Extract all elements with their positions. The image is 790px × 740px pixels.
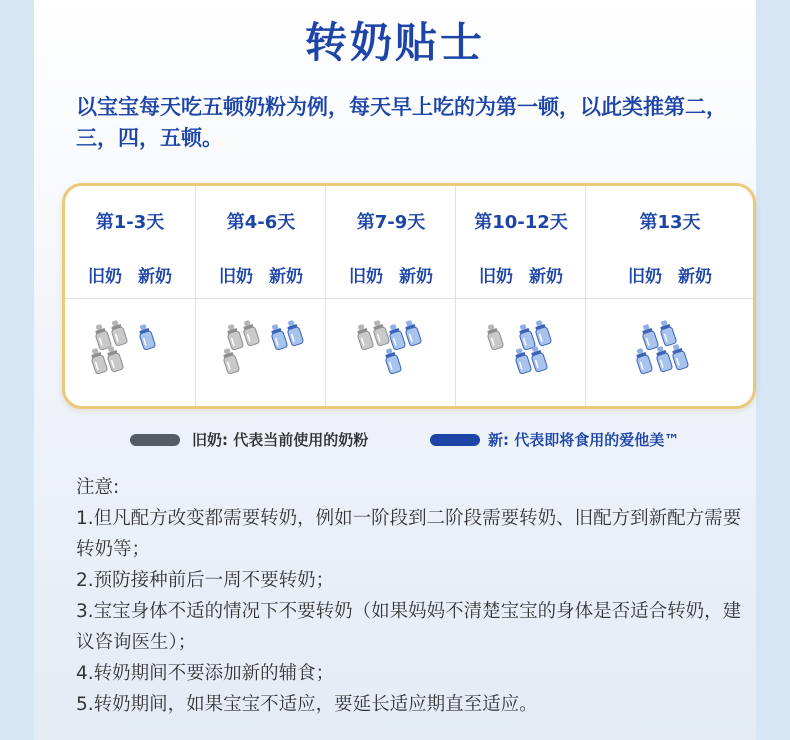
- bottle-group: [586, 300, 754, 404]
- bottle-group: [196, 300, 326, 404]
- new-milk-label: 新奶: [529, 267, 563, 287]
- legend-new: [430, 428, 730, 452]
- notes-section: [76, 472, 756, 720]
- table-column: [65, 186, 195, 406]
- column-labels: [196, 262, 326, 287]
- table-column: [455, 186, 586, 406]
- new-milk-label: 新奶: [678, 267, 712, 287]
- notes-heading: 注意:: [76, 477, 120, 498]
- column-days: 第7-9天: [356, 212, 426, 233]
- column-labels: [326, 262, 456, 287]
- legend-old: [130, 428, 420, 452]
- note-item: 2.预防接种前后一周不要转奶；: [76, 570, 335, 591]
- legend-old-swatch: [130, 434, 180, 446]
- old-milk-label: 旧奶: [88, 267, 122, 287]
- note-item: 1.但凡配方改变都需要转奶，例如一阶段到二阶段需要转奶、旧配方到新配方需要转奶等；: [76, 508, 742, 560]
- bottle-group: [326, 300, 456, 404]
- table-column: [585, 186, 754, 406]
- bottle-group: [65, 300, 195, 404]
- left-margin: [0, 0, 34, 740]
- bottle-group: [456, 300, 586, 404]
- legend-new-swatch: [430, 434, 480, 446]
- column-days: 第4-6天: [226, 212, 296, 233]
- old-milk-bottle-icon: [483, 323, 506, 356]
- table-column: [195, 186, 326, 406]
- new-milk-bottle-icon: [136, 323, 159, 356]
- new-milk-label: 新奶: [399, 267, 433, 287]
- column-labels: [456, 262, 586, 287]
- column-labels: [586, 262, 754, 287]
- note-item: 3.宝宝身体不适的情况下不要转奶（如果妈妈不清楚宝宝的身体是否适合转奶，建议咨询医生）；: [76, 601, 742, 653]
- intro-text: 以宝宝每天吃五顿奶粉为例，每天早上吃的为第一顿，以此类推第二，三，四，五顿。: [76, 95, 727, 150]
- old-milk-label: 旧奶: [219, 267, 253, 287]
- page-title: 转奶贴士: [304, 18, 485, 67]
- right-margin: [756, 0, 790, 740]
- new-milk-label: 新奶: [138, 267, 172, 287]
- column-labels: [65, 262, 195, 287]
- column-days: 第10-12天: [474, 212, 568, 233]
- old-milk-label: 旧奶: [349, 267, 383, 287]
- column-days: 第1-3天: [95, 212, 165, 233]
- column-days: 第13天: [639, 212, 701, 233]
- legend-new-text: 新: 代表即将食用的爱他美™: [488, 431, 680, 449]
- new-milk-label: 新奶: [269, 267, 303, 287]
- note-item: 4.转奶期间不要添加新的辅食；: [76, 663, 335, 684]
- table-column: [325, 186, 456, 406]
- note-item: 5.转奶期间，如果宝宝不适应，要延长适应期直至适应。: [76, 694, 538, 715]
- old-milk-label: 旧奶: [628, 267, 662, 287]
- legend-old-text: 旧奶: 代表当前使用的奶粉: [192, 431, 369, 449]
- transition-table: [62, 183, 756, 409]
- old-milk-label: 旧奶: [479, 267, 513, 287]
